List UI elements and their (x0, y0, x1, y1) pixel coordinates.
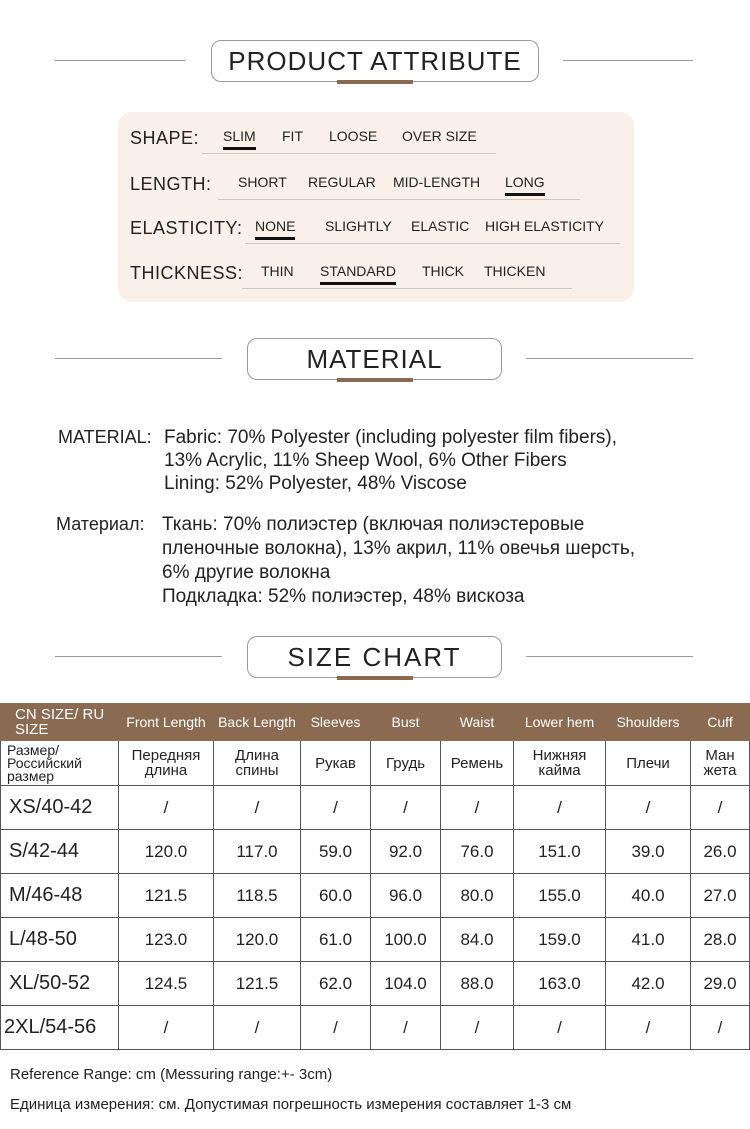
table-cell: 42.0 (606, 962, 691, 1006)
attribute-option: MID-LENGTH (393, 174, 481, 190)
table-cell: 60.0 (301, 874, 371, 918)
table-cell: 121.5 (119, 874, 214, 918)
attribute-option-selected: STANDARD (320, 263, 396, 279)
material-title: MATERIAL (247, 338, 502, 380)
attribute-option: ELASTIC (411, 218, 470, 234)
attribute-panel (118, 112, 634, 302)
table-cell: / (441, 786, 514, 830)
material-en-line: 13% Acrylic, 11% Sheep Wool, 6% Other Fibers (164, 450, 567, 471)
material-en-line: Lining: 52% Polyester, 48% Viscose (164, 473, 467, 494)
header-cell: Shoulders (606, 704, 691, 741)
attribute-name: SHAPE: (130, 128, 200, 148)
attribute-option: HIGH ELASTICITY (485, 218, 605, 234)
table-cell: / (301, 1006, 371, 1050)
attribute-option-selected: LONG (505, 174, 545, 190)
ru-header-cell: Грудь (371, 741, 441, 786)
header-divider-right (526, 358, 693, 359)
table-row (1, 962, 750, 1006)
table-cell: 96.0 (371, 874, 441, 918)
table-cell: 27.0 (691, 874, 750, 918)
material-ru-line: пленочные волокна), 13% акрил, 11% овечья шерсть, (162, 538, 636, 559)
table-cell: 120.0 (119, 830, 214, 874)
product-attribute-header (0, 38, 750, 86)
attribute-row-thickness (130, 259, 624, 289)
table-cell: 120.0 (214, 918, 301, 962)
header-row-ru (1, 741, 750, 786)
attribute-line (242, 288, 572, 289)
table-cell: 62.0 (301, 962, 371, 1006)
table-row (1, 1006, 750, 1050)
header-cell: Waist (441, 704, 514, 741)
attribute-row-length (130, 170, 624, 200)
table-cell: 117.0 (214, 830, 301, 874)
table-cell: / (214, 786, 301, 830)
material-en (58, 426, 738, 498)
table-cell: 123.0 (119, 918, 214, 962)
ru-header-cell: Длина спины (214, 741, 301, 786)
ru-header-cell: Ман жета (691, 741, 750, 786)
size-chart-table (0, 703, 750, 1050)
attribute-option: REGULAR (308, 174, 376, 190)
header-cell: Sleeves (301, 704, 371, 741)
table-cell: / (119, 786, 214, 830)
size-label-cell: S/42-44 (1, 830, 119, 874)
size-chart-title: SIZE CHART (247, 636, 502, 678)
table-cell: 84.0 (441, 918, 514, 962)
table-cell: / (691, 786, 750, 830)
attribute-option: SLIGHTLY (325, 218, 392, 234)
attribute-option: LOOSE (329, 128, 378, 144)
reference-note-en: Reference Range: cm (Messuring range:+- 3cm) (10, 1066, 333, 1083)
header-cell: CN SIZE/ RU SIZE (1, 704, 119, 741)
table-cell: / (301, 786, 371, 830)
header-cell: Front Length (119, 704, 214, 741)
material-header (0, 336, 750, 384)
header-divider-left (55, 60, 185, 61)
product-attribute-title: PRODUCT ATTRIBUTE (211, 40, 539, 82)
table-cell: / (514, 786, 606, 830)
attribute-line (218, 199, 580, 200)
table-cell: 104.0 (371, 962, 441, 1006)
attribute-option: THICKEN (484, 263, 546, 279)
attribute-line (245, 243, 620, 244)
table-row (1, 918, 750, 962)
attribute-row-elasticity (130, 214, 624, 244)
table-cell: / (371, 1006, 441, 1050)
table-cell: 88.0 (441, 962, 514, 1006)
table-cell: 28.0 (691, 918, 750, 962)
table-cell: / (371, 786, 441, 830)
table-cell: / (514, 1006, 606, 1050)
ru-header-cell: Нижняя кайма (514, 741, 606, 786)
header-divider-left (55, 656, 222, 657)
attribute-name: THICKNESS: (130, 263, 244, 283)
table-cell: / (606, 1006, 691, 1050)
header-cell: Cuff (691, 704, 750, 741)
ru-header-cell: Плечи (606, 741, 691, 786)
table-cell: 118.5 (214, 874, 301, 918)
table-row (1, 786, 750, 830)
header-cell: Bust (371, 704, 441, 741)
material-ru (56, 513, 736, 609)
table-cell: 29.0 (691, 962, 750, 1006)
header-row-en (1, 704, 750, 741)
ru-header-cell: Передняя длина (119, 741, 214, 786)
attribute-option-selected: SLIM (223, 128, 256, 144)
attribute-name: LENGTH: (130, 174, 212, 194)
table-cell: 100.0 (371, 918, 441, 962)
table-cell: 155.0 (514, 874, 606, 918)
reference-note-ru: Единица измерения: см. Допустимая погрешность измерения составляет 1-3 см (10, 1096, 572, 1113)
header-divider-left (55, 358, 222, 359)
material-ru-label: Материал: (56, 514, 145, 534)
attribute-row-shape (130, 124, 624, 154)
title-underline-bar (337, 676, 413, 680)
table-cell: / (441, 1006, 514, 1050)
table-cell: 61.0 (301, 918, 371, 962)
header-divider-right (563, 60, 693, 61)
table-cell: 92.0 (371, 830, 441, 874)
size-label-cell: L/48-50 (1, 918, 119, 962)
attribute-option: THIN (261, 263, 294, 279)
table-cell: 159.0 (514, 918, 606, 962)
table-cell: 124.5 (119, 962, 214, 1006)
table-cell: 163.0 (514, 962, 606, 1006)
table-cell: 26.0 (691, 830, 750, 874)
table-cell: 80.0 (441, 874, 514, 918)
material-en-label: MATERIAL: (58, 427, 152, 447)
attribute-option: SHORT (238, 174, 287, 190)
table-cell: 40.0 (606, 874, 691, 918)
table-cell: / (606, 786, 691, 830)
title-underline-bar (337, 378, 413, 382)
material-ru-line: 6% другие волокна (162, 562, 331, 583)
size-label-cell: XL/50-52 (1, 962, 119, 1006)
table-cell: 151.0 (514, 830, 606, 874)
table-cell: / (119, 1006, 214, 1050)
table-cell: 76.0 (441, 830, 514, 874)
material-en-line: Fabric: 70% Polyester (including polyester film fibers), (164, 427, 618, 448)
table-cell: / (691, 1006, 750, 1050)
table-cell: / (214, 1006, 301, 1050)
attribute-option: FIT (282, 128, 303, 144)
table-cell: 39.0 (606, 830, 691, 874)
header-cell: Back Length (214, 704, 301, 741)
ru-header-cell: Ремень (441, 741, 514, 786)
table-cell: 121.5 (214, 962, 301, 1006)
material-ru-line: Подкладка: 52% полиэстер, 48% вискоза (162, 586, 525, 607)
table-row (1, 874, 750, 918)
size-label-cell: XS/40-42 (1, 786, 119, 830)
attribute-line (202, 153, 496, 154)
attribute-option: OVER SIZE (402, 128, 477, 144)
header-divider-right (526, 656, 693, 657)
size-label-cell: 2XL/54-56 (1, 1006, 119, 1050)
ru-header-cell: Рукав (301, 741, 371, 786)
material-ru-line: Ткань: 70% полиэстер (включая полиэстеровые (162, 514, 585, 535)
attribute-option-selected: NONE (255, 218, 296, 234)
size-label-cell: M/46-48 (1, 874, 119, 918)
table-cell: 59.0 (301, 830, 371, 874)
ru-header-cell: Размер/ Российский размер (1, 741, 119, 786)
size-chart-header (0, 634, 750, 682)
table-cell: 41.0 (606, 918, 691, 962)
table-row (1, 830, 750, 874)
attribute-option: THICK (422, 263, 464, 279)
attribute-name: ELASTICITY: (130, 218, 243, 238)
title-underline-bar (337, 80, 413, 84)
header-cell: Lower hem (514, 704, 606, 741)
